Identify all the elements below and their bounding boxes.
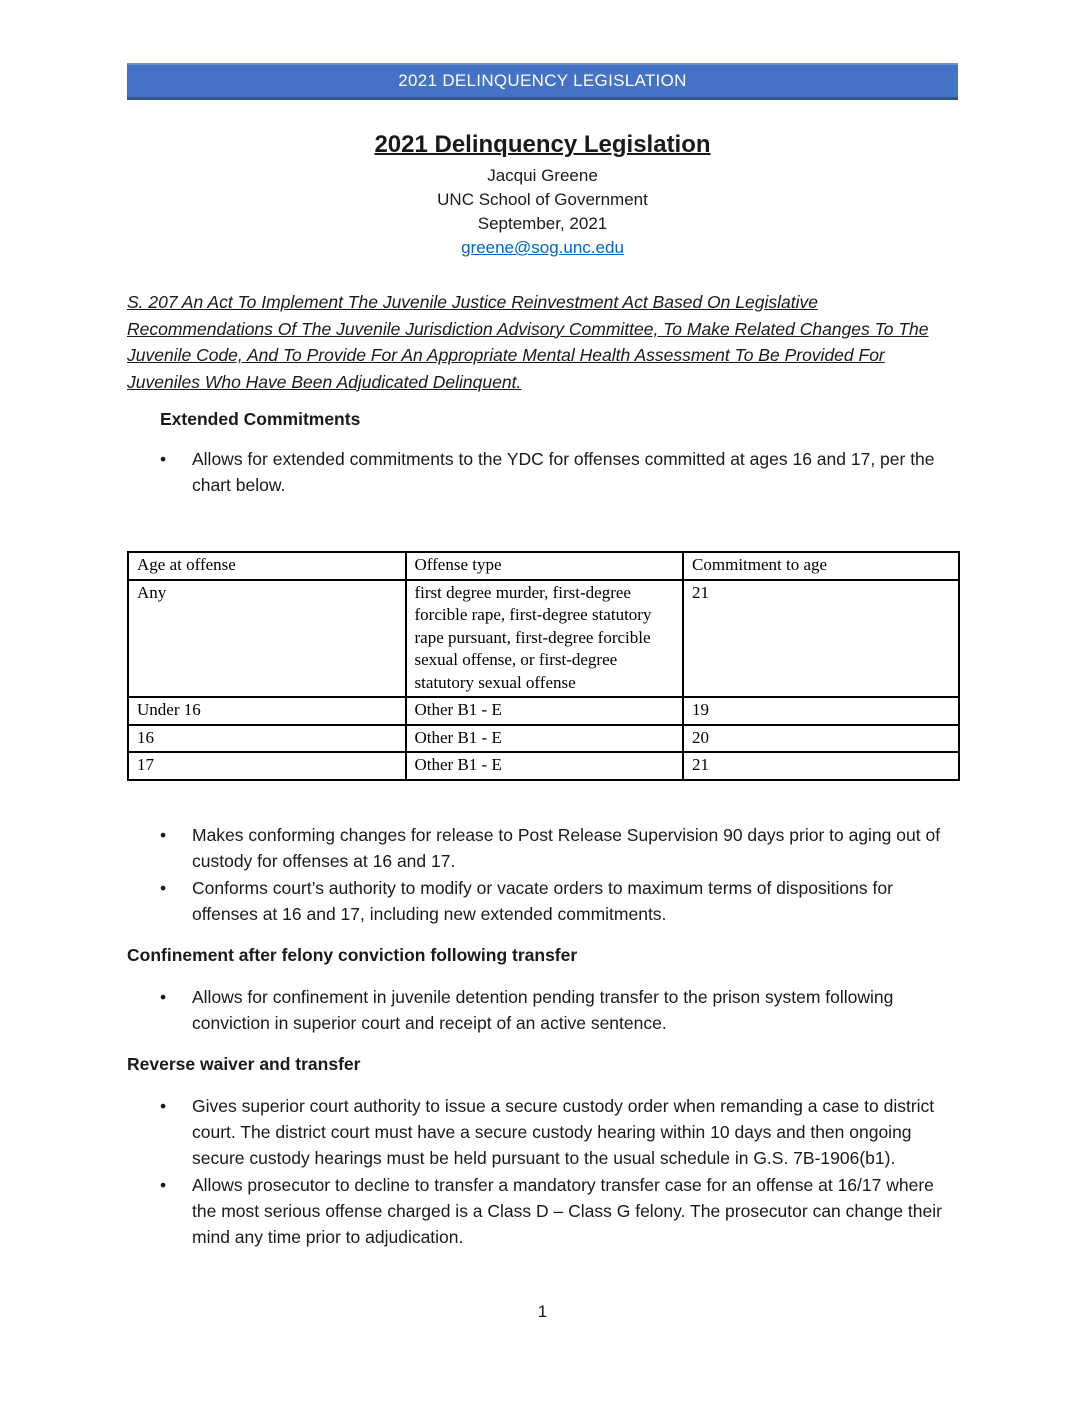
table-cell-commitment: 21 xyxy=(683,580,959,698)
bullet-item xyxy=(127,1093,958,1171)
bullet-item xyxy=(127,984,958,1036)
bullet-item xyxy=(127,875,958,927)
table-cell-age: 17 xyxy=(128,752,406,780)
email-link[interactable]: greene@sog.unc.edu xyxy=(461,238,624,257)
table-cell-offense: Other B1 - E xyxy=(406,752,684,780)
author-line: Jacqui Greene xyxy=(487,166,598,185)
commitments-table xyxy=(127,551,960,781)
table-header-cell: Age at offense xyxy=(128,552,406,580)
bullet-text: • Gives superior court authority to issue a secure custody order when remanding a case to district court. The district court must have a secure custody hearing within 10 days and then ongoing secure custody hearings must be held pursuant to the usual schedule in G.S. 7B-1906(b1). xyxy=(192,1095,935,1168)
table-row xyxy=(128,725,959,753)
table-cell-commitment: 20 xyxy=(683,725,959,753)
bullet-text: • Allows for extended commitments to the YDC for offenses committed at ages 16 and 17, per the chart below. xyxy=(192,449,935,495)
table-row xyxy=(128,752,959,780)
organization-line: UNC School of Government xyxy=(437,190,648,209)
bullet-text: • Makes conforming changes for release to Post Release Supervision 90 days prior to aging out of custody for offenses at 16 and 17. xyxy=(192,824,941,871)
document-title-text: 2021 Delinquency Legislation xyxy=(374,131,711,158)
heading-reverse-waiver: Reverse waiver and transfer xyxy=(127,1053,361,1074)
bullet-item xyxy=(127,1172,958,1250)
table-cell-commitment: 21 xyxy=(683,752,959,780)
bullet-text: • Conforms court’s authority to modify or vacate orders to maximum terms of dispositions for offenses at 16 and 17, including new extended commitments. xyxy=(192,877,893,924)
table-cell-age: Any xyxy=(128,580,406,698)
table-header-cell: Commitment to age xyxy=(683,552,959,580)
heading-confinement: Confinement after felony conviction following transfer xyxy=(127,944,578,965)
table-header-cell: Offense type xyxy=(406,552,684,580)
bullet-text: • Allows prosecutor to decline to transfer a mandatory transfer case for an offense at 16/17 where the most serious offense charged is a Class D – Class G felony. The prosecutor can change their mind any time prior to adjudication. xyxy=(192,1174,942,1247)
table-cell-offense: first degree murder, first-degree forcible rape, first-degree statutory rape pursuant, first-degree forcible sexual offense, or first-degree statutory sexual offense xyxy=(406,580,684,698)
table-cell-age: Under 16 xyxy=(128,697,406,725)
table-row xyxy=(128,697,959,725)
bullet-text: • Allows for confinement in juvenile detention pending transfer to the prison system following conviction in superior court and receipt of an active sentence. xyxy=(192,986,894,1033)
act-title: S. 207 An Act To Implement The Juvenile Justice Reinvestment Act Based On Legislative Recommendations Of The Juvenile Jurisdiction Advisory Committee, To Make Related Changes To The Juvenile Code, And To Provide For An Appropriate Mental Health Assessment To Be Provided For Juveniles Who Have Been Adjudicated Delinquent. xyxy=(127,292,929,392)
heading-extended-commitments: Extended Commitments xyxy=(160,409,361,429)
table-row xyxy=(128,580,959,698)
table-cell-age: 16 xyxy=(128,725,406,753)
document-title xyxy=(127,131,958,159)
bullet-item xyxy=(127,822,958,874)
header-banner-text: 2021 DELINQUENCY LEGISLATION xyxy=(398,71,687,90)
page-number: 1 xyxy=(537,1301,548,1321)
table-cell-offense: Other B1 - E xyxy=(406,697,684,725)
date-line: September, 2021 xyxy=(477,214,608,233)
email-line xyxy=(127,236,958,260)
table-cell-commitment: 19 xyxy=(683,697,959,725)
header-banner xyxy=(127,63,958,100)
table-cell-offense: Other B1 - E xyxy=(406,725,684,753)
bullet-item xyxy=(127,446,958,498)
table-header-row xyxy=(128,552,959,580)
